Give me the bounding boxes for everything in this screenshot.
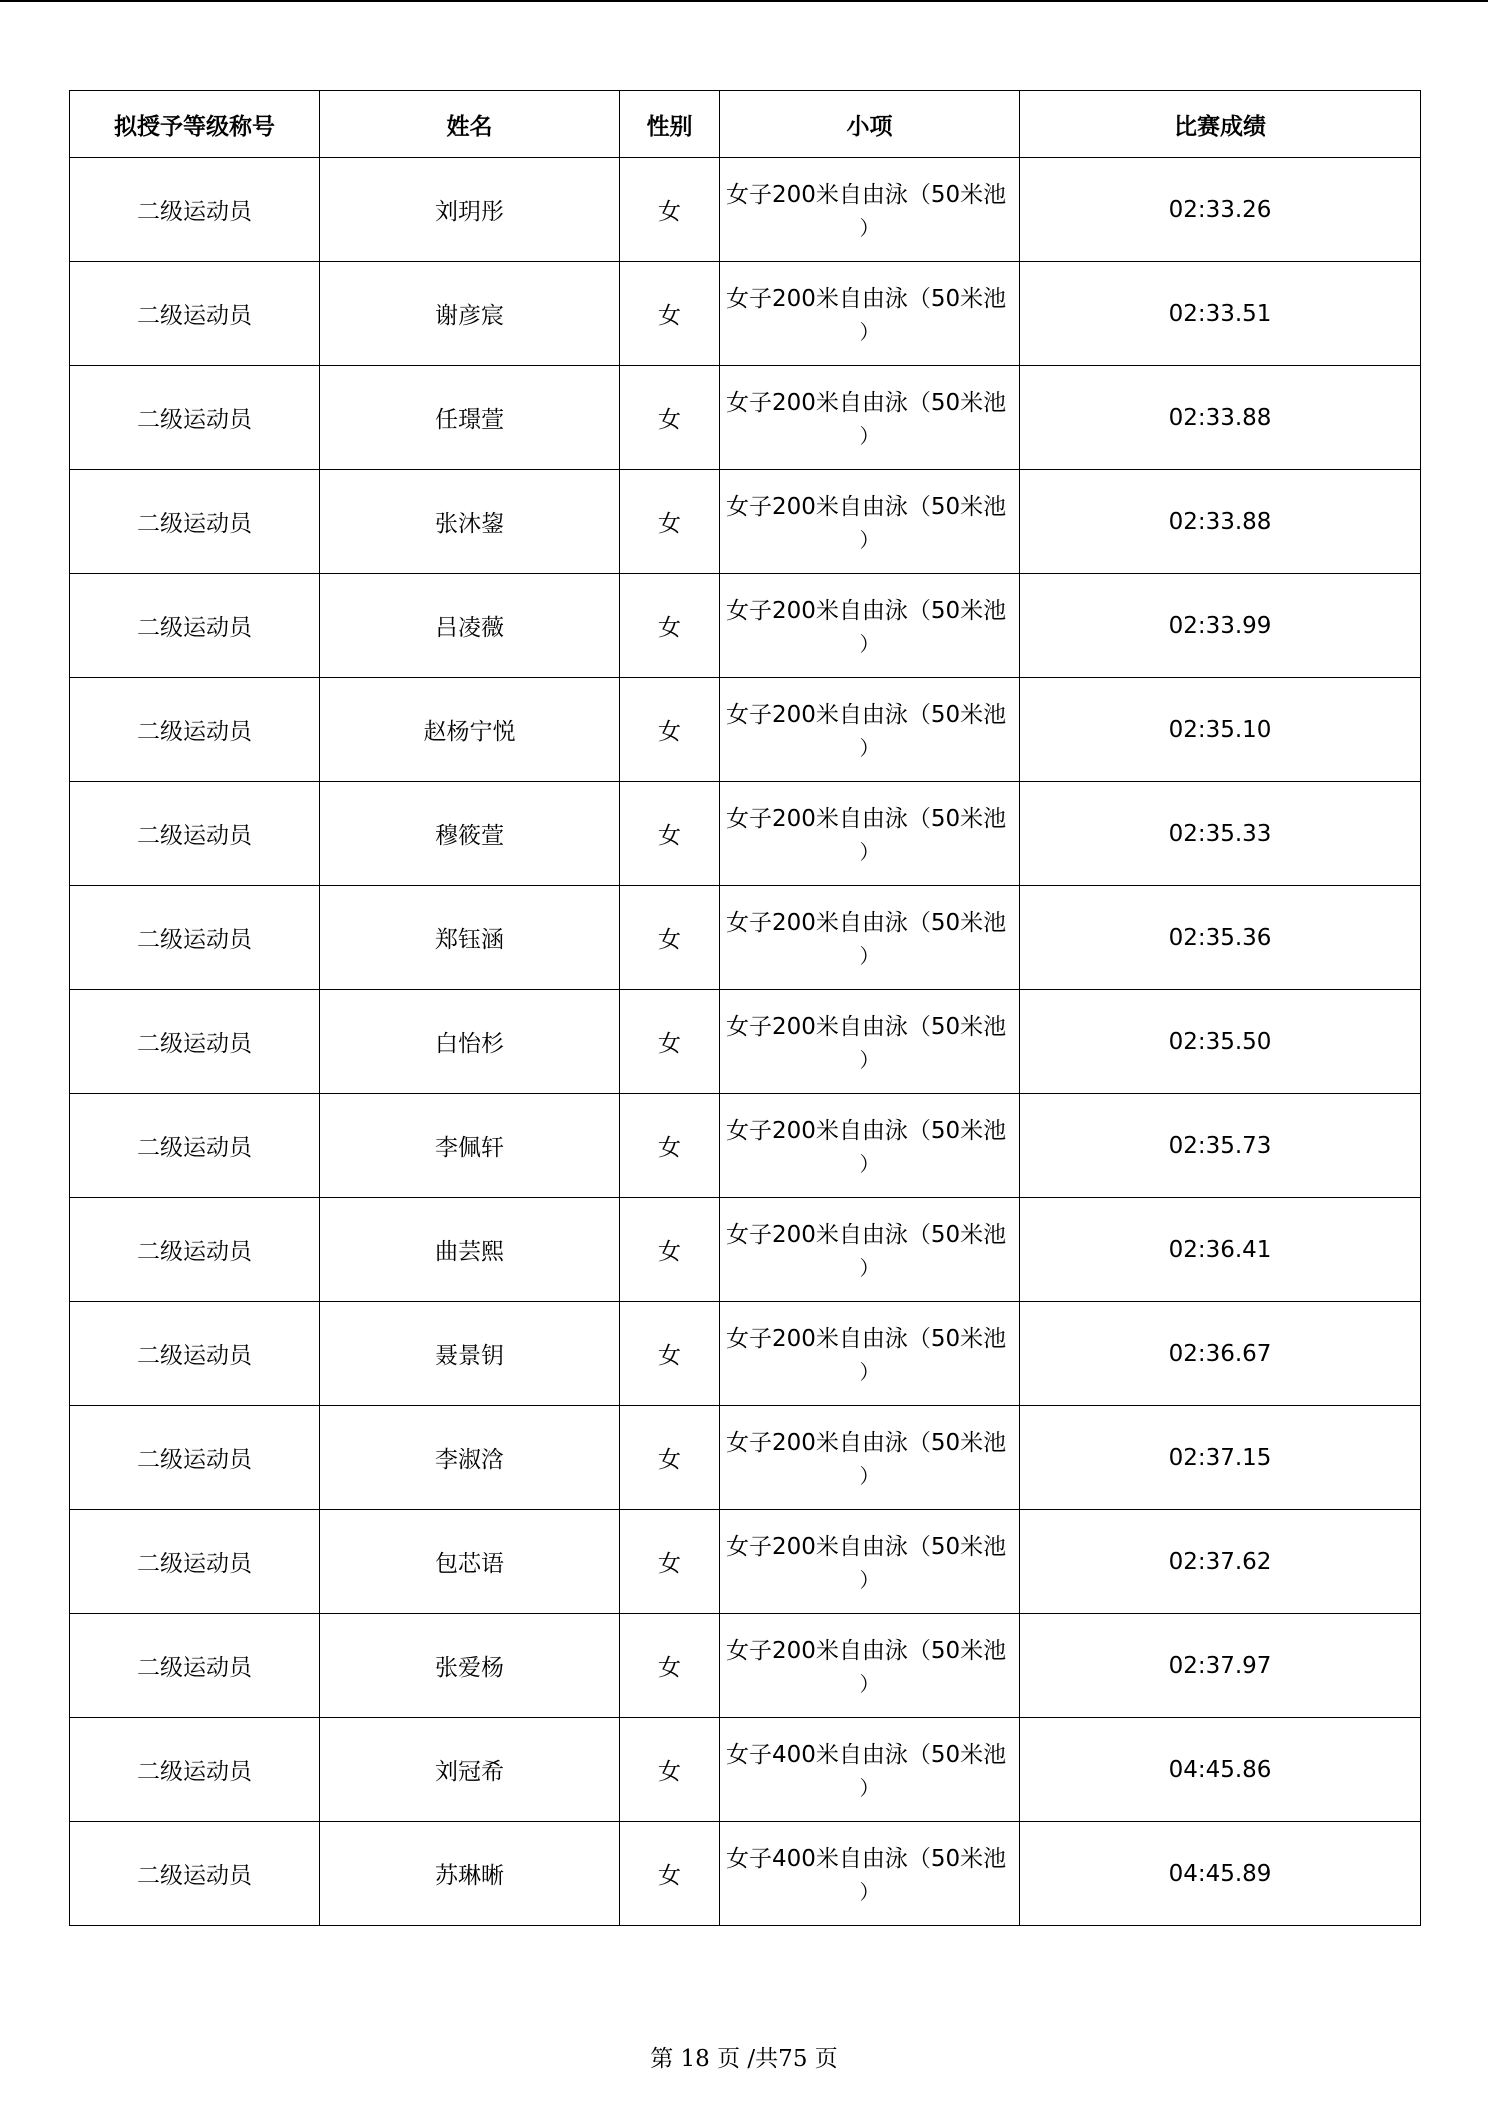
cell-name: 张沐鋆	[320, 470, 620, 574]
event-text-wrap: ）	[859, 215, 880, 240]
event-text-wrap: ）	[859, 631, 880, 656]
cell-name: 刘冠希	[320, 1718, 620, 1822]
athlete-results-table	[69, 90, 1421, 1926]
table-row	[70, 1406, 1421, 1510]
table-row	[70, 678, 1421, 782]
cell-level: 二级运动员	[70, 1718, 320, 1822]
cell-result: 04:45.89	[1020, 1822, 1421, 1926]
cell-event	[720, 1718, 1020, 1822]
cell-level: 二级运动员	[70, 1094, 320, 1198]
cell-event	[720, 1094, 1020, 1198]
cell-event	[720, 1510, 1020, 1614]
cell-gender: 女	[620, 1718, 720, 1822]
table-row	[70, 1094, 1421, 1198]
event-text-wrap: ）	[859, 1775, 880, 1800]
table-row	[70, 1614, 1421, 1718]
cell-name: 刘玥彤	[320, 158, 620, 262]
cell-level: 二级运动员	[70, 1406, 320, 1510]
cell-gender: 女	[620, 1094, 720, 1198]
cell-gender: 女	[620, 990, 720, 1094]
cell-event	[720, 1198, 1020, 1302]
cell-level: 二级运动员	[70, 1614, 320, 1718]
cell-result: 02:33.99	[1020, 574, 1421, 678]
header-level: 拟授予等级称号	[70, 91, 320, 158]
cell-event	[720, 366, 1020, 470]
cell-event	[720, 1822, 1020, 1926]
cell-level: 二级运动员	[70, 886, 320, 990]
event-text-wrap: ）	[859, 1255, 880, 1280]
event-text: 女子200米自由泳（50米池	[726, 493, 1007, 520]
event-text: 女子200米自由泳（50米池	[726, 1533, 1007, 1560]
cell-name: 苏琳晰	[320, 1822, 620, 1926]
cell-result: 02:37.62	[1020, 1510, 1421, 1614]
event-text-wrap: ）	[859, 527, 880, 552]
cell-gender: 女	[620, 1510, 720, 1614]
cell-name: 赵杨宁悦	[320, 678, 620, 782]
cell-gender: 女	[620, 470, 720, 574]
header-gender: 性别	[620, 91, 720, 158]
cell-result: 02:37.15	[1020, 1406, 1421, 1510]
cell-gender: 女	[620, 1406, 720, 1510]
event-text: 女子200米自由泳（50米池	[726, 805, 1007, 832]
table-row	[70, 1718, 1421, 1822]
table-row	[70, 990, 1421, 1094]
table-row	[70, 470, 1421, 574]
table-body	[70, 158, 1421, 1926]
cell-result: 02:35.73	[1020, 1094, 1421, 1198]
cell-gender: 女	[620, 366, 720, 470]
table-row	[70, 574, 1421, 678]
cell-result: 04:45.86	[1020, 1718, 1421, 1822]
event-text: 女子200米自由泳（50米池	[726, 389, 1007, 416]
cell-event	[720, 1614, 1020, 1718]
cell-name: 李佩轩	[320, 1094, 620, 1198]
event-text: 女子400米自由泳（50米池	[726, 1845, 1007, 1872]
cell-result: 02:37.97	[1020, 1614, 1421, 1718]
cell-result: 02:33.51	[1020, 262, 1421, 366]
header-name: 姓名	[320, 91, 620, 158]
cell-level: 二级运动员	[70, 782, 320, 886]
cell-name: 聂景钥	[320, 1302, 620, 1406]
event-text-wrap: ）	[859, 943, 880, 968]
event-text-wrap: ）	[859, 1671, 880, 1696]
table-header-row	[70, 91, 1421, 158]
cell-result: 02:35.33	[1020, 782, 1421, 886]
event-text: 女子200米自由泳（50米池	[726, 1013, 1007, 1040]
cell-gender: 女	[620, 782, 720, 886]
cell-result: 02:36.41	[1020, 1198, 1421, 1302]
event-text-wrap: ）	[859, 1359, 880, 1384]
event-text: 女子200米自由泳（50米池	[726, 597, 1007, 624]
cell-gender: 女	[620, 1302, 720, 1406]
event-text: 女子200米自由泳（50米池	[726, 701, 1007, 728]
cell-level: 二级运动员	[70, 366, 320, 470]
event-text: 女子200米自由泳（50米池	[726, 1221, 1007, 1248]
event-text-wrap: ）	[859, 1567, 880, 1592]
cell-level: 二级运动员	[70, 990, 320, 1094]
cell-event	[720, 782, 1020, 886]
cell-level: 二级运动员	[70, 1822, 320, 1926]
page-number: 第 18 页 /共75 页	[650, 2046, 838, 2072]
table-row	[70, 1510, 1421, 1614]
event-text: 女子200米自由泳（50米池	[726, 181, 1007, 208]
cell-name: 吕凌薇	[320, 574, 620, 678]
cell-result: 02:33.88	[1020, 470, 1421, 574]
event-text: 女子200米自由泳（50米池	[726, 1429, 1007, 1456]
event-text-wrap: ）	[859, 735, 880, 760]
cell-event	[720, 470, 1020, 574]
cell-name: 曲芸熙	[320, 1198, 620, 1302]
header-result: 比赛成绩	[1020, 91, 1421, 158]
event-text-wrap: ）	[859, 839, 880, 864]
cell-result: 02:35.50	[1020, 990, 1421, 1094]
cell-name: 张爱杨	[320, 1614, 620, 1718]
event-text-wrap: ）	[859, 319, 880, 344]
event-text: 女子200米自由泳（50米池	[726, 1117, 1007, 1144]
cell-level: 二级运动员	[70, 262, 320, 366]
event-text-wrap: ）	[859, 1047, 880, 1072]
cell-name: 白怡杉	[320, 990, 620, 1094]
cell-level: 二级运动员	[70, 574, 320, 678]
cell-result: 02:33.26	[1020, 158, 1421, 262]
table-row	[70, 1302, 1421, 1406]
cell-event	[720, 990, 1020, 1094]
event-text-wrap: ）	[859, 1879, 880, 1904]
cell-name: 包芯语	[320, 1510, 620, 1614]
cell-event	[720, 574, 1020, 678]
table-row	[70, 1822, 1421, 1926]
cell-result: 02:35.10	[1020, 678, 1421, 782]
cell-result: 02:35.36	[1020, 886, 1421, 990]
cell-event	[720, 262, 1020, 366]
event-text-wrap: ）	[859, 1151, 880, 1176]
cell-event	[720, 158, 1020, 262]
event-text: 女子200米自由泳（50米池	[726, 1325, 1007, 1352]
cell-event	[720, 886, 1020, 990]
cell-name: 穆筱萱	[320, 782, 620, 886]
page-top-border	[0, 0, 1488, 2]
cell-gender: 女	[620, 262, 720, 366]
cell-gender: 女	[620, 1822, 720, 1926]
header-event: 小项	[720, 91, 1020, 158]
cell-level: 二级运动员	[70, 1198, 320, 1302]
cell-level: 二级运动员	[70, 1510, 320, 1614]
cell-level: 二级运动员	[70, 470, 320, 574]
cell-gender: 女	[620, 1614, 720, 1718]
event-text-wrap: ）	[859, 1463, 880, 1488]
cell-gender: 女	[620, 678, 720, 782]
cell-level: 二级运动员	[70, 158, 320, 262]
cell-gender: 女	[620, 886, 720, 990]
table-row	[70, 782, 1421, 886]
cell-gender: 女	[620, 158, 720, 262]
table-row	[70, 366, 1421, 470]
cell-result: 02:36.67	[1020, 1302, 1421, 1406]
cell-event	[720, 1406, 1020, 1510]
table-row	[70, 158, 1421, 262]
cell-event	[720, 1302, 1020, 1406]
event-text: 女子400米自由泳（50米池	[726, 1741, 1007, 1768]
cell-event	[720, 678, 1020, 782]
event-text: 女子200米自由泳（50米池	[726, 909, 1007, 936]
table-row	[70, 262, 1421, 366]
cell-name: 谢彦宸	[320, 262, 620, 366]
cell-level: 二级运动员	[70, 1302, 320, 1406]
event-text: 女子200米自由泳（50米池	[726, 1637, 1007, 1664]
table-row	[70, 1198, 1421, 1302]
cell-name: 李淑浛	[320, 1406, 620, 1510]
cell-gender: 女	[620, 1198, 720, 1302]
event-text: 女子200米自由泳（50米池	[726, 285, 1007, 312]
cell-gender: 女	[620, 574, 720, 678]
cell-result: 02:33.88	[1020, 366, 1421, 470]
cell-level: 二级运动员	[70, 678, 320, 782]
event-text-wrap: ）	[859, 423, 880, 448]
cell-name: 郑钰涵	[320, 886, 620, 990]
cell-name: 任璟萱	[320, 366, 620, 470]
table-row	[70, 886, 1421, 990]
